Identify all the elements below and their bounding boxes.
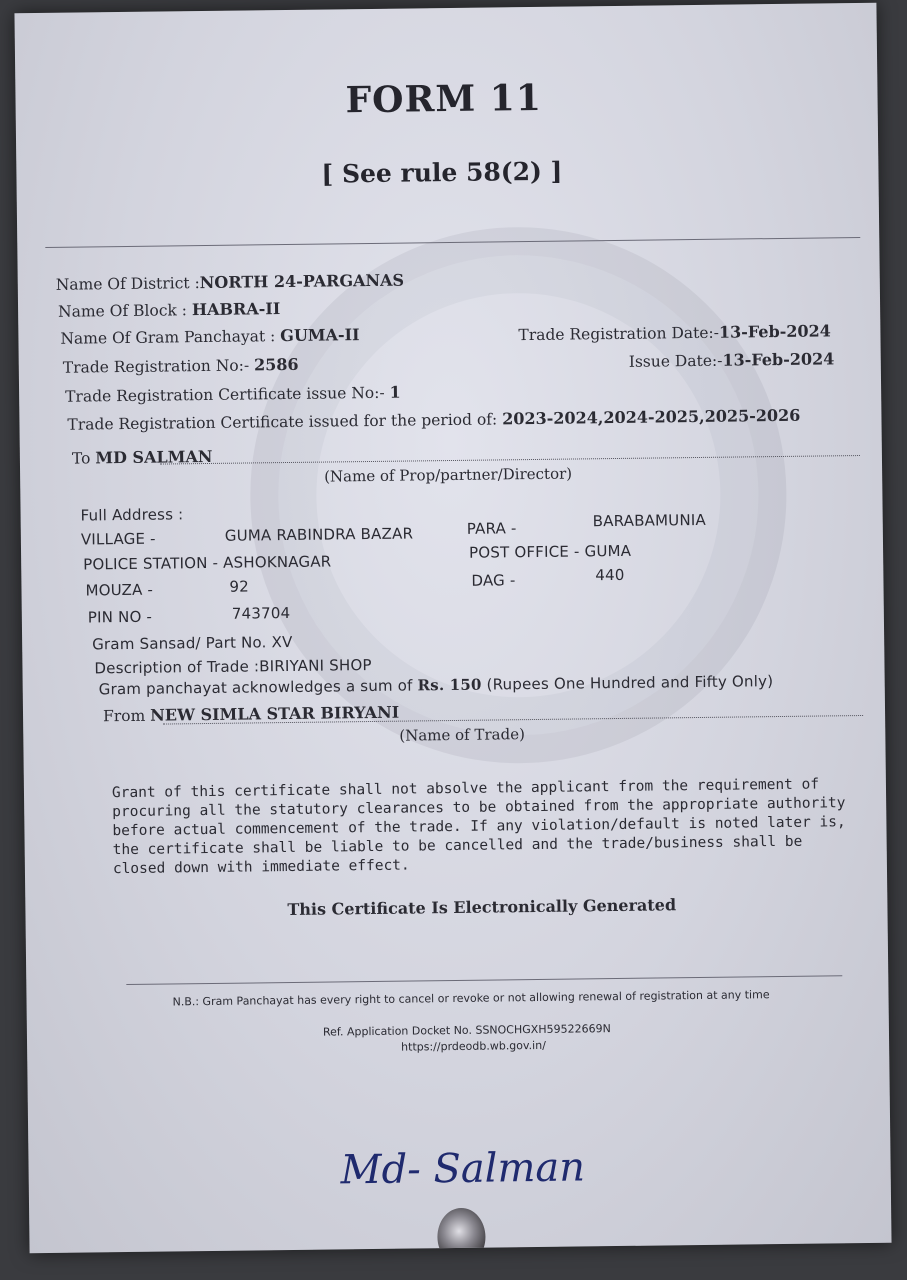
disclaimer-text: Grant of this certificate shall not absolve the applicant from the requirement of procuring all the statutory clearances to be obtained from the appropriate authority before actual commencement of the trade. If any violation/default is noted later is, the certificate shall be liable to be cancelled and the trade/business shall be closed down with immediate effect. xyxy=(111,776,846,878)
footer-docket: Ref. Application Docket No. SSNOCHGXH59522669N xyxy=(322,1022,611,1039)
certificate-paper xyxy=(14,3,891,1253)
trade-description-row xyxy=(94,656,371,677)
registration-date-label: Trade Registration Date:- xyxy=(518,323,720,345)
registration-date-row xyxy=(518,321,831,344)
acknowledgement-amount: Rs. 150 xyxy=(417,675,482,695)
post-office-row xyxy=(469,542,631,562)
mouza-value: 92 xyxy=(229,577,250,596)
issue-date-value: 13-Feb-2024 xyxy=(722,349,835,370)
from-value: NEW SIMLA STAR BIRYANI xyxy=(150,702,400,725)
to-row xyxy=(72,447,213,468)
from-label: From xyxy=(102,706,146,726)
signature: Md- Salman xyxy=(340,1144,586,1194)
trade-caption: (Name of Trade) xyxy=(399,725,526,745)
certificate-issue-value: 1 xyxy=(389,382,401,402)
block-row xyxy=(58,299,280,321)
pin-value: 743704 xyxy=(231,603,291,623)
pin-label: PIN NO - xyxy=(87,607,153,627)
gram-panchayat-value: GUMA-II xyxy=(280,325,360,346)
police-station-label: POLICE STATION - xyxy=(83,553,219,574)
acknowledgement-prefix: Gram panchayat acknowledges a sum of xyxy=(98,676,413,699)
police-station-row xyxy=(83,552,331,573)
issue-date-label: Issue Date:- xyxy=(628,351,723,371)
dag-label: DAG - xyxy=(471,571,516,590)
footer-nb: N.B.: Gram Panchayat has every right to cancel or revoke or not allowing renewal of registration at any time xyxy=(172,988,770,1009)
village-label: VILLAGE - xyxy=(80,529,156,549)
to-value: MD SALMAN xyxy=(95,446,213,468)
district-label: Name Of District : xyxy=(55,274,200,294)
issue-date-row xyxy=(629,349,835,371)
form-title: FORM 11 xyxy=(345,76,543,122)
address-heading: Full Address : xyxy=(80,505,184,525)
trade-description-label: Description of Trade : xyxy=(94,657,260,678)
para-value: BARABAMUNIA xyxy=(592,510,707,531)
acknowledgement-words: (Rupees One Hundred and Fifty Only) xyxy=(486,672,774,694)
para-label: PARA - xyxy=(466,519,517,538)
post-office-label: POST OFFICE - xyxy=(468,542,580,562)
gram-panchayat-label: Name Of Gram Panchayat : xyxy=(60,327,276,348)
registration-date-value: 13-Feb-2024 xyxy=(718,321,831,342)
period-label: Trade Registration Certificate issued for the period of: xyxy=(67,410,498,434)
prop-caption: (Name of Prop/partner/Director) xyxy=(324,464,573,486)
block-label: Name Of Block : xyxy=(57,301,188,321)
trade-description-value: BIRIYANI SHOP xyxy=(259,655,372,676)
mouza-label: MOUZA - xyxy=(85,580,154,600)
registration-no-row xyxy=(63,355,299,377)
pin-hole-stain xyxy=(437,1208,486,1254)
electronic-note: This Certificate Is Electronically Generated xyxy=(287,895,677,920)
to-label: To xyxy=(71,449,91,468)
dag-value: 440 xyxy=(595,565,625,585)
village-value: GUMA RABINDRA BAZAR xyxy=(224,524,414,545)
block-value: HABRA-II xyxy=(191,299,281,320)
district-value: NORTH 24-PARGANAS xyxy=(199,270,405,293)
registration-no-value: 2586 xyxy=(253,354,299,375)
footer-url: https://prdeodb.wb.gov.in/ xyxy=(401,1038,546,1054)
form-rule: [ See rule 58(2) ] xyxy=(321,156,563,189)
post-office-value: GUMA xyxy=(584,541,632,561)
period-value: 2023-2024,2024-2025,2025-2026 xyxy=(502,405,801,429)
footer-divider xyxy=(126,975,842,985)
registration-no-label: Trade Registration No:- xyxy=(62,356,250,377)
certificate-issue-label: Trade Registration Certificate issue No:- xyxy=(65,383,385,406)
gram-panchayat-row xyxy=(60,325,359,348)
gram-sansad: Gram Sansad/ Part No. XV xyxy=(92,632,293,654)
police-station-value: ASHOKNAGAR xyxy=(223,552,332,572)
